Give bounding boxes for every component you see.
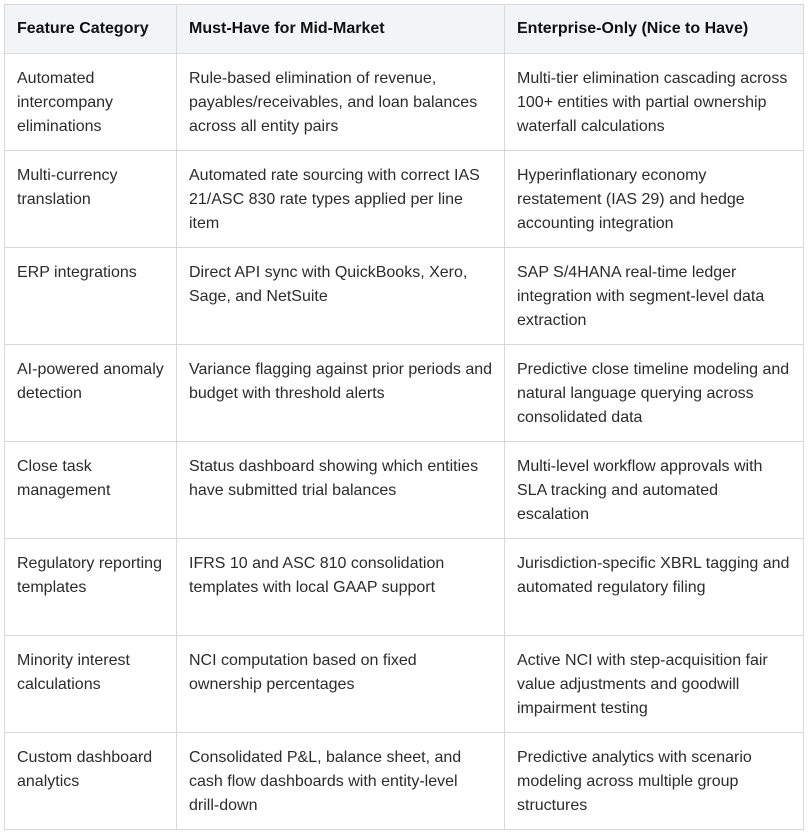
table-row [5, 345, 804, 442]
cell-feature-category: ERP integrations [5, 248, 177, 345]
header-enterprise-only: Enterprise-Only (Nice to Have) [505, 5, 804, 54]
cell-feature-category: Regulatory reporting templates [5, 539, 177, 636]
cell-enterprise: Predictive close timeline modeling and natural language querying across consolidated data [505, 345, 804, 442]
cell-enterprise: SAP S/4HANA real-time ledger integration with segment-level data extraction [505, 248, 804, 345]
cell-mid-market: Status dashboard showing which entities have submitted trial balances [177, 442, 505, 539]
cell-mid-market: Automated rate sourcing with correct IAS 21/ASC 830 rate types applied per line item [177, 151, 505, 248]
cell-mid-market: Direct API sync with QuickBooks, Xero, Sage, and NetSuite [177, 248, 505, 345]
cell-enterprise: Hyperinflationary economy restatement (IAS 29) and hedge accounting integration [505, 151, 804, 248]
header-feature-category: Feature Category [5, 5, 177, 54]
cell-enterprise: Jurisdiction-specific XBRL tagging and automated regulatory filing [505, 539, 804, 636]
cell-feature-category: Minority interest calculations [5, 636, 177, 733]
table-body [5, 54, 804, 830]
cell-feature-category: Custom dashboard analytics [5, 733, 177, 830]
table-row [5, 539, 804, 636]
cell-enterprise: Multi-level workflow approvals with SLA tracking and automated escalation [505, 442, 804, 539]
cell-feature-category: Automated intercompany eliminations [5, 54, 177, 151]
cell-mid-market: Variance flagging against prior periods and budget with threshold alerts [177, 345, 505, 442]
table-row [5, 54, 804, 151]
cell-enterprise: Predictive analytics with scenario modeling across multiple group structures [505, 733, 804, 830]
cell-mid-market: Consolidated P&L, balance sheet, and cash flow dashboards with entity-level drill-down [177, 733, 505, 830]
table-row [5, 442, 804, 539]
header-must-have-mid-market: Must-Have for Mid-Market [177, 5, 505, 54]
table-row [5, 151, 804, 248]
table-row [5, 636, 804, 733]
cell-enterprise: Active NCI with step-acquisition fair value adjustments and goodwill impairment testing [505, 636, 804, 733]
cell-enterprise: Multi-tier elimination cascading across 100+ entities with partial ownership waterfall calculations [505, 54, 804, 151]
table-row [5, 733, 804, 830]
header-row [5, 5, 804, 54]
table-row [5, 248, 804, 345]
feature-comparison-table [4, 4, 804, 830]
table-header [5, 5, 804, 54]
cell-mid-market: IFRS 10 and ASC 810 consolidation templates with local GAAP support [177, 539, 505, 636]
cell-mid-market: Rule-based elimination of revenue, payables/receivables, and loan balances across all entity pairs [177, 54, 505, 151]
cell-feature-category: AI-powered anomaly detection [5, 345, 177, 442]
cell-feature-category: Close task management [5, 442, 177, 539]
cell-mid-market: NCI computation based on fixed ownership percentages [177, 636, 505, 733]
feature-comparison-table-container [4, 4, 803, 830]
cell-feature-category: Multi-currency translation [5, 151, 177, 248]
